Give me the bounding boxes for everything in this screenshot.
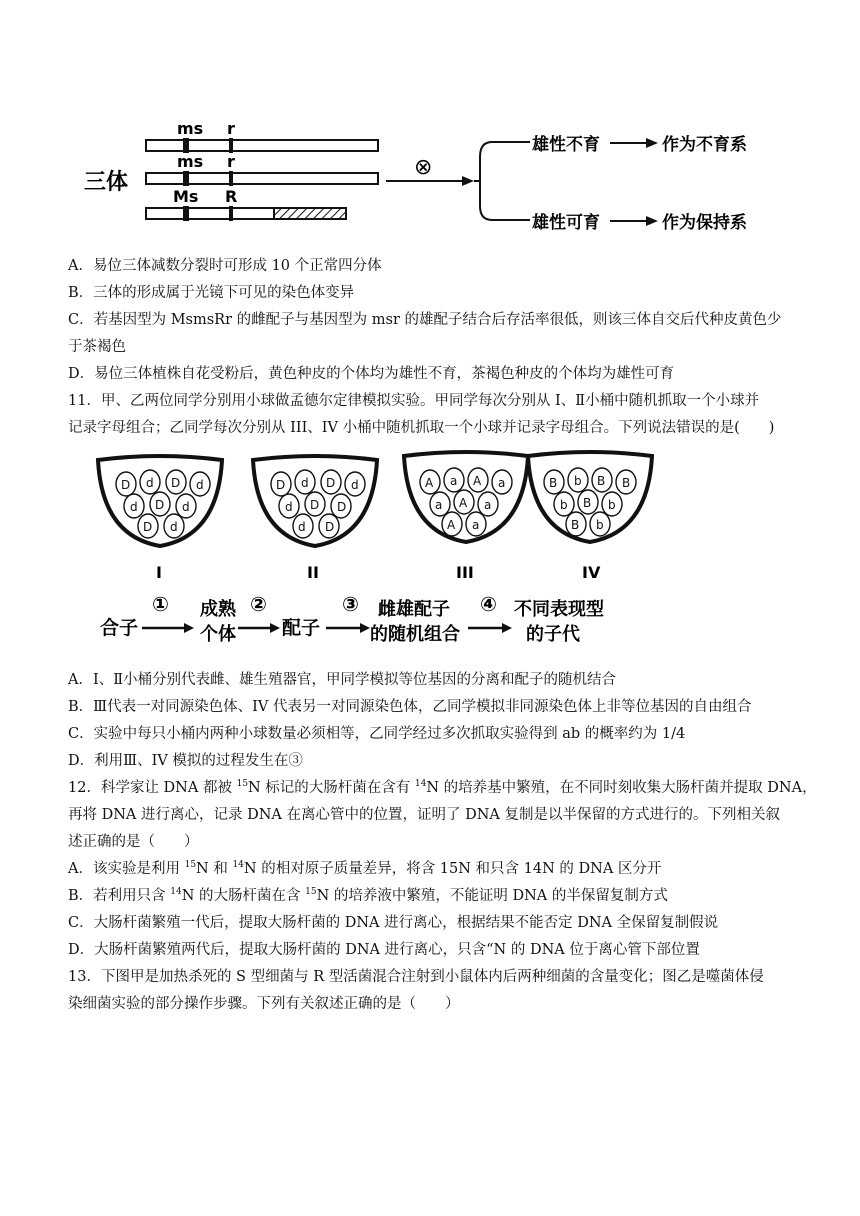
svg-text:ms: ms	[177, 119, 204, 138]
branch1-male-sterile: 雄性不育	[532, 135, 600, 155]
svg-text:D: D	[143, 520, 153, 534]
svg-text:b: b	[574, 474, 582, 488]
svg-text:B: B	[549, 476, 558, 490]
svg-text:d: d	[170, 520, 178, 534]
svg-text:a: a	[498, 476, 506, 490]
svg-text:D: D	[121, 478, 131, 492]
svg-text:配子: 配子	[282, 617, 321, 639]
q12-stem-line2: 再将 DNA 进行离心，记录 DNA 在离心管中的位置，证明了 DNA 复制是以半保留的方式进行的。下列相关叙	[68, 807, 781, 823]
svg-text:雌雄配子: 雌雄配子	[378, 599, 450, 620]
branch2-male-fertile: 雄性可育	[532, 213, 600, 233]
svg-text:R: R	[225, 187, 238, 206]
bucket-3-label: III	[456, 563, 474, 582]
svg-text:b: b	[560, 498, 568, 512]
bucket-2-label: II	[307, 563, 319, 582]
svg-text:d: d	[196, 478, 204, 492]
bucket-4-label: IV	[582, 563, 601, 582]
svg-text:合子: 合子	[100, 617, 139, 639]
branch1-sterile-line: 作为不育系	[662, 135, 747, 155]
svg-text:B: B	[597, 474, 606, 488]
chromosome-3-translocated	[146, 187, 346, 221]
bucket-1-label: I	[156, 563, 162, 582]
svg-text:d: d	[351, 478, 359, 492]
svg-text:④: ④	[480, 592, 497, 616]
q10-option-b: B．三体的形成属于光镜下可见的染色体变异	[68, 285, 355, 301]
svg-text:B: B	[571, 518, 580, 532]
svg-text:d: d	[298, 520, 306, 534]
svg-text:d: d	[285, 500, 293, 514]
q12-option-d: D．大肠杆菌繁殖两代后，提取大肠杆菌的 DNA 进行离心，只含“N 的 DNA 位于离心管下部位置	[68, 942, 700, 958]
q12-stem-line3: 述正确的是（ ）	[68, 834, 199, 850]
svg-text:b: b	[596, 518, 604, 532]
q11-stem-line2: 记录字母组合；乙同学每次分别从 III、IV 小桶中随机抓取一个小球并记录字母组合。下列说法错误的是( )	[68, 420, 775, 436]
svg-text:a: a	[484, 498, 492, 512]
q13-stem-line2: 染细菌实验的部分操作步骤。下列有关叙述正确的是（ ）	[68, 996, 460, 1012]
q11-option-b: B．Ⅲ代表一对同源染色体、IV 代表另一对同源染色体，乙同学模拟非同源染色体上非等位基因的自由组合	[68, 699, 752, 715]
q10-option-c: C．若基因型为 MsmsRr 的雌配子与基因型为 msr 的雄配子结合后存活率很低，则该三体自交后代种皮黄色少	[68, 312, 782, 328]
q11-stem-line1: 11．甲、乙两位同学分别用小球做孟德尔定律模拟实验。甲同学每次分别从 I、Ⅱ小桶中随机抓取一个小球并	[68, 393, 760, 409]
svg-text:D: D	[155, 498, 165, 512]
svg-text:r: r	[227, 152, 235, 171]
bucket-diagram	[90, 450, 730, 660]
svg-text:Ms: Ms	[173, 187, 199, 206]
triploid-diagram	[80, 112, 800, 237]
svg-text:D: D	[326, 476, 336, 490]
svg-text:B: B	[622, 476, 631, 490]
q12-option-a: A．该实验是利用 $^{15}$N 和 $^{14}$N 的相对原子质量差异，将含 15N 和只含 14N 的 DNA 区分开	[68, 860, 662, 877]
svg-text:D: D	[310, 498, 320, 512]
svg-text:的随机组合: 的随机组合	[370, 624, 460, 645]
bucket-4	[528, 452, 652, 582]
svg-text:③: ③	[342, 592, 359, 616]
q12-option-b: B．若利用只含 $^{14}$N 的大肠杆菌在含 $^{15}$N 的培养液中繁殖，不能证明 DNA 的半保留复制方式	[68, 887, 668, 904]
svg-text:A: A	[425, 476, 434, 490]
bucket-3	[404, 452, 528, 582]
bucket-2	[253, 456, 377, 582]
svg-text:d: d	[182, 500, 190, 514]
svg-text:d: d	[301, 476, 309, 490]
svg-text:①: ①	[152, 592, 169, 616]
svg-text:A: A	[459, 496, 468, 510]
q12-option-c: C．大肠杆菌繁殖一代后，提取大肠杆菌的 DNA 进行离心，根据结果不能否定 DNA 全保留复制假说	[68, 915, 719, 931]
q10-option-c-cont: 于茶褐色	[68, 339, 126, 355]
svg-text:d: d	[146, 476, 154, 490]
svg-text:D: D	[276, 478, 286, 492]
svg-text:r: r	[227, 119, 235, 138]
chromosome-1	[146, 119, 378, 153]
svg-text:a: a	[472, 518, 480, 532]
q12-stem-line1: 12．科学家让 DNA 都被 $^{15}$N 标记的大肠杆菌在含有 $^{14}$N 的培养基中繁殖，在不同时刻收集大肠杆菌并提取 DNA，	[68, 779, 817, 796]
q11-option-a: A．I、Ⅱ小桶分别代表雌、雄生殖器官，甲同学模拟等位基因的分离和配子的随机结合	[68, 672, 617, 688]
svg-text:A: A	[447, 518, 456, 532]
process-flow	[100, 592, 604, 645]
triploid-label: 三体	[84, 170, 129, 195]
branch2-maintainer-line: 作为保持系	[662, 213, 747, 233]
svg-text:D: D	[171, 476, 181, 490]
svg-text:A: A	[473, 474, 482, 488]
q10-option-a: A．易位三体减数分裂时可形成 10 个正常四分体	[68, 258, 382, 274]
svg-text:D: D	[325, 520, 335, 534]
q10-option-d: D．易位三体植株自花受粉后，黄色种皮的个体均为雄性不育，茶褐色种皮的个体均为雄性可育	[68, 366, 675, 382]
svg-text:a: a	[435, 498, 443, 512]
chromosome-2	[146, 152, 378, 186]
svg-text:的子代: 的子代	[526, 624, 580, 645]
svg-text:d: d	[130, 500, 138, 514]
bucket-1	[98, 456, 222, 582]
svg-text:成熟: 成熟	[200, 599, 236, 620]
self-pollination-symbol: ⊗	[414, 155, 433, 180]
svg-text:D: D	[337, 500, 347, 514]
svg-text:ms: ms	[177, 152, 204, 171]
svg-text:b: b	[608, 498, 616, 512]
svg-text:a: a	[450, 474, 458, 488]
svg-text:②: ②	[250, 592, 267, 616]
q11-option-c: C．实验中每只小桶内两种小球数量必须相等，乙同学经过多次抓取实验得到 ab 的概率约为 1/4	[68, 726, 686, 742]
svg-text:个体: 个体	[200, 624, 236, 645]
svg-text:B: B	[583, 496, 592, 510]
q13-stem-line1: 13．下图甲是加热杀死的 S 型细菌与 R 型活菌混合注射到小鼠体内后两种细菌的含量变化；图乙是噬菌体侵	[68, 969, 764, 985]
q11-option-d: D．利用Ⅲ、IV 模拟的过程发生在③	[68, 753, 303, 769]
svg-text:不同表现型: 不同表现型	[514, 599, 604, 620]
